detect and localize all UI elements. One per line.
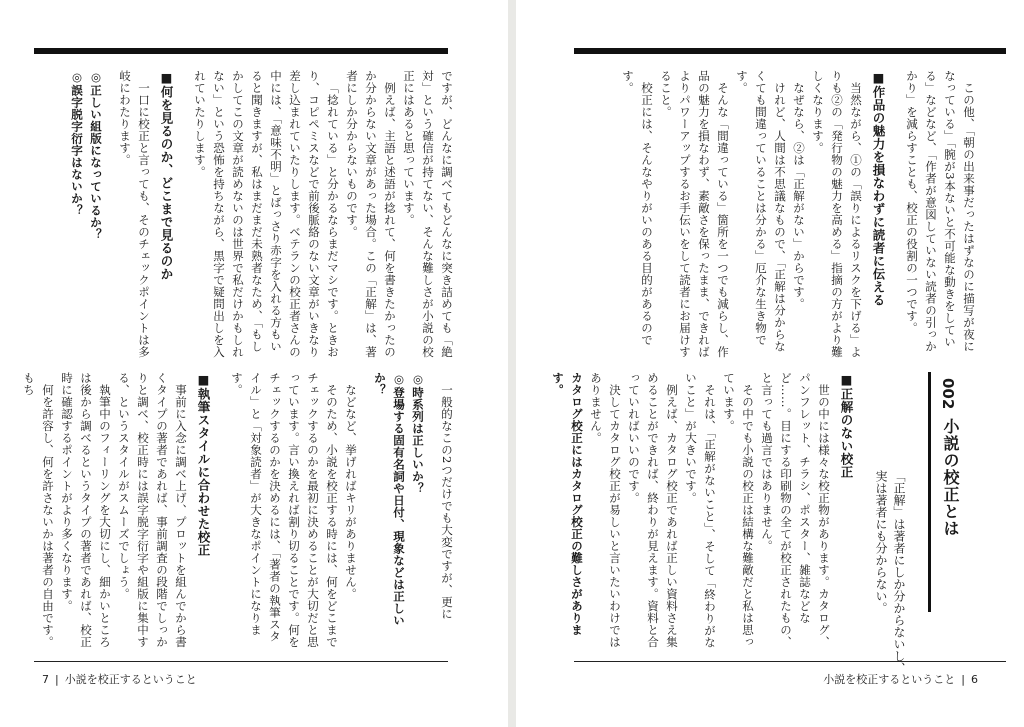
gutter: [508, 0, 516, 727]
check-item: ◎正しい組版になっているか？: [89, 70, 103, 241]
paragraph: それは、「正解がないこと」、そして「終わりがないこと」が大きいです。: [684, 372, 717, 648]
left-page: [0, 0, 508, 727]
top-rule: [574, 48, 1006, 54]
section-heading: ■執筆スタイルに合わせた校正: [196, 372, 211, 557]
top-rule: [34, 48, 448, 54]
paragraph: 校正には、そんなやりがいのある目的があるのです。: [621, 70, 654, 346]
subtitle-line: 実は著者にも分からない。: [874, 470, 888, 614]
running-title: 小説を校正するということ: [823, 673, 956, 686]
paragraph: などなど、挙げればキリがありません。: [344, 383, 358, 600]
paragraph: 何を許容し、何を許さないかは著者の自由です。もち: [22, 372, 55, 648]
paragraph: 例えば、カタログ校正であれば正しい資料さえ集めることができれば、終わりが見えます。資料と合っていればいいのです。: [627, 372, 679, 648]
paragraph: 一般的なこの2つだけでも大変ですが、更に: [440, 383, 454, 620]
paragraph: なぜなら、②は「正解がない」からです。: [792, 81, 806, 310]
paragraph: 執筆中のフィーリングを大切にし、細かいところは後から調べるというタイプの著者であれば、校正時に確認するポイントがより多くなります。: [60, 372, 112, 648]
paragraph: そのため、小説を校正する時には、何をどこまでチェックするのかを最初に決めることが大切だと思っています。言い換えれば割り切ることです。何をチェックするのかを決めるには、「著者の執筆スタイル」と「対象読者」が大きなポイントになります。: [230, 372, 339, 648]
page-number: 6: [971, 673, 978, 686]
footer-rule: [574, 661, 1006, 662]
paragraph: ですが、どんなに調べてもどんなに突き詰めても「絶対」という確信が持てない、そんな難しさが小説の校正にはあると思っています。: [402, 70, 454, 358]
paragraph: 例えば、主語と述語が捻れて、何を書きたかったのか分からない文章があった場合。この「正解」は、著者にしか分からないものです。: [345, 70, 397, 358]
chapter-title: 小説の校正とは: [941, 418, 960, 537]
page-footer: 7 | 小説を校正するということ: [42, 673, 197, 686]
running-title: 小説を校正するということ: [64, 673, 197, 686]
paragraph: けれど、人間は不思議なもので、「正解は分からなくても間違っていることは分かる」厄介な生き物です。: [735, 70, 787, 352]
paragraph: この他、「朝の出来事だったはずなのに描写が夜になっている」「腕が3本ないと不可能な動きをしている」などなど、「作者が意図していない読者の引っかかり」を減らすことも、校正の役割の一つです。: [905, 70, 976, 353]
paragraph: その中でも小説の校正は結構な難敵だと私は思っています。: [722, 372, 755, 648]
check-item: ◎登場する固有名詞や日付、現象などは正しいか？: [373, 372, 406, 627]
paragraph: 当然ながら、①の「誤りによるリスクを下げる」よりも②の「発行物の魅力を高める」指摘の方がより難しくなります。: [811, 70, 863, 358]
check-item: ◎時系列は正しいか？: [411, 372, 425, 495]
section-heading: ■作品の魅力を損なわずに読者に伝える: [871, 70, 886, 307]
chapter-number: 002: [939, 378, 957, 410]
page-number: 7: [42, 673, 49, 686]
emphasis-sentence: カタログ校正にはカタログ校正の難しさがあります。: [551, 372, 584, 636]
left-lower-column: [22, 372, 456, 650]
subtitle-line: 「正解」は著者にしか分からないし、: [892, 470, 906, 674]
right-upper-column: [574, 70, 978, 360]
paragraph: 一口に校正と言っても、そのチェックポイントは多岐にわたります。: [118, 70, 151, 358]
paragraph: 「捻れている」と分かるならまだマシです。ときおり、コピペミスなどで前後脈絡のない文章がいきなり差し込まれていたりします。ベテランの校正者さんの中には、「意味不明」とばっさり赤字を入れる方もいると聞きますが、私はまだまだ未熟者なため、「もしかしてこの文章が読めないのは世界で私だけかもしれない」という恐怖を持ちながら、黒字で疑問出しを入れていたりします。: [193, 70, 340, 358]
paragraph: 事前に入念に調べ上げ、プロットを組んでから書くタイプの著者であれば、事前調査の段階でしっかりと調べ、校正時には誤字脱字衍字や組版に集中する、というスタイルがスムーズでしょう。: [117, 372, 188, 648]
page-footer: 小説を校正するということ | 6: [823, 673, 978, 686]
right-lower-column: [551, 372, 860, 650]
chapter-header: [928, 372, 971, 612]
paragraph: 決してカタログ校正が易しいと言いたいわけではありません。: [589, 372, 622, 648]
section-heading: ■何を見るのか、どこまで見るのか: [159, 70, 174, 281]
left-upper-column: [46, 70, 456, 360]
section-heading: ■正解のない校正: [839, 372, 854, 479]
paragraph: 世の中には様々な校正物があります。カタログ、パンフレット、チラシ、ポスター、雑誌などなど……。目にする印刷物の全てが校正されたもの、と言っても過言ではありません。: [760, 372, 831, 648]
paragraph: そんな「間違っている」箇所を一つでも減らし、作品の魅力を損なわず、素敵さを保ったまま、できればよりパワーアップするお手伝いをして読者にお届けすること。: [659, 70, 730, 358]
chapter-subtitle: [872, 470, 908, 674]
check-item: ◎誤字脱字衍字はないか？: [70, 70, 84, 217]
footer-rule: [34, 661, 448, 662]
